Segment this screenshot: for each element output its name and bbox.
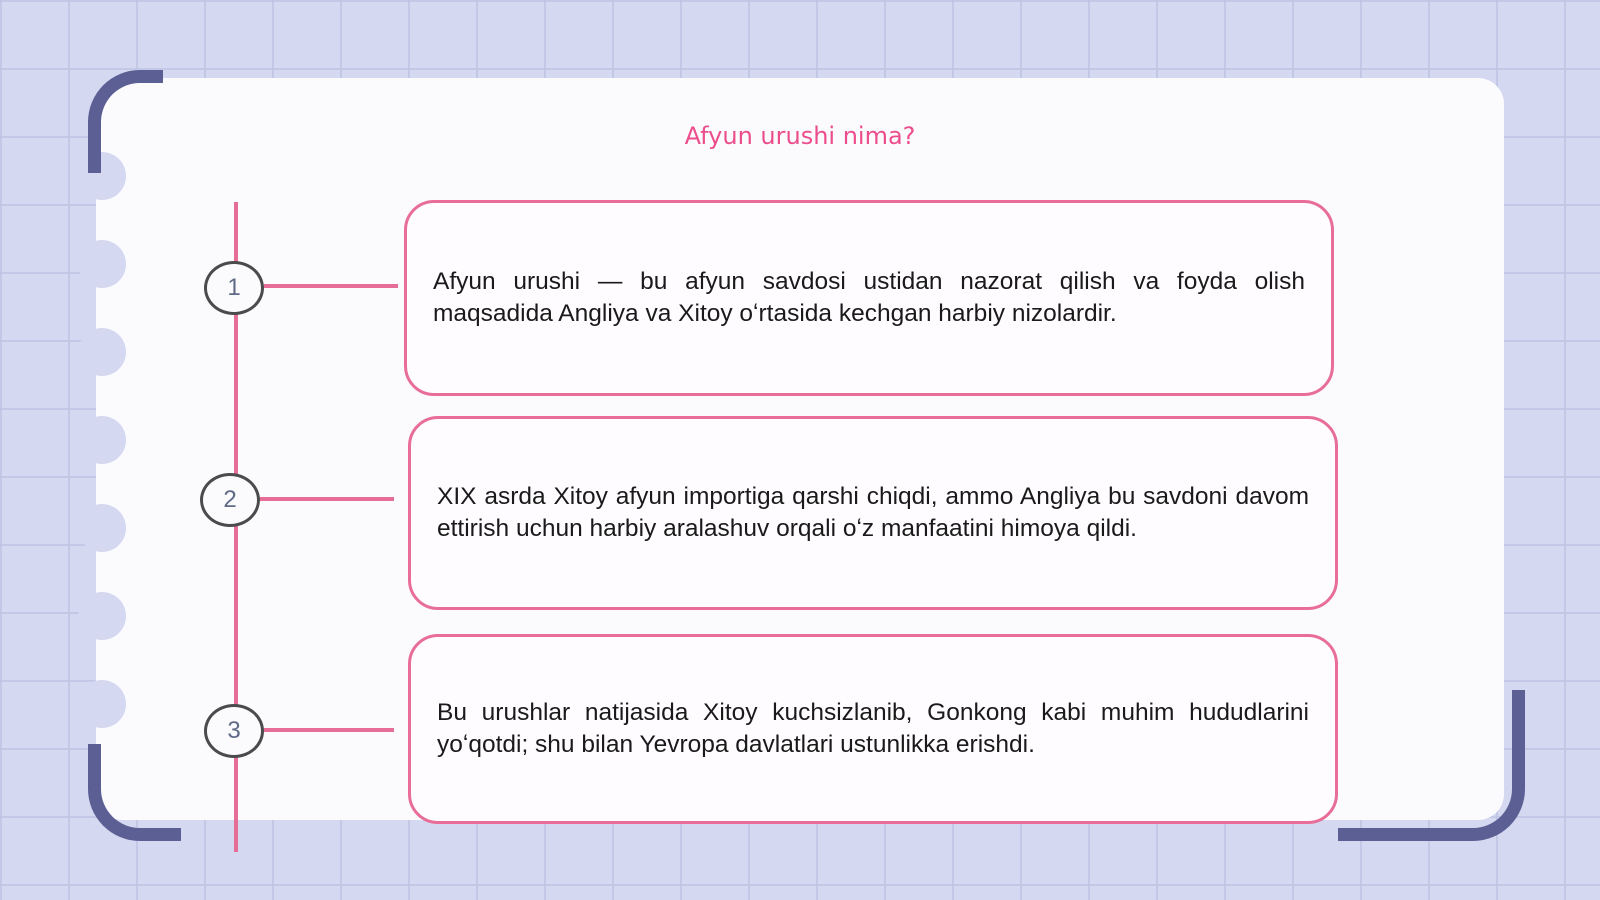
info-box-1 — [404, 200, 1334, 396]
card-notch — [78, 240, 126, 288]
info-box-text: XIX asrda Xitoy afyun importiga qarshi chiqdi, ammo Angliya bu savdoni davom ettirish uchun harbiy aralashuv orqali oʻz manfaatini himoya qildi. — [437, 483, 1309, 542]
slide-title: Afyun urushi nima? — [684, 122, 916, 150]
timeline-connector-3 — [264, 728, 394, 732]
corner-bracket-bottom-left — [88, 744, 181, 841]
step-number-1: 1 — [204, 261, 264, 315]
card-notch — [78, 328, 126, 376]
card-notch — [78, 504, 126, 552]
timeline-connector-1 — [264, 284, 398, 288]
card-notch — [78, 592, 126, 640]
card-notch — [78, 680, 126, 728]
corner-bracket-bottom-right — [1338, 690, 1525, 841]
info-box-text: Bu urushlar natijasida Xitoy kuchsizlanib, Gonkong kabi muhim hududlarini yoʻqotdi; shu bilan Yevropa davlatlari ustunlikka erishdi. — [437, 699, 1309, 758]
info-box-text: Afyun urushi — bu afyun savdosi ustidan nazorat qilish va foyda olish maqsadida Angliya va Xitoy oʻrtasida kechgan harbiy nizolardir. — [433, 268, 1305, 327]
card-notch — [78, 416, 126, 464]
info-box-2 — [408, 416, 1338, 610]
timeline-connector-2 — [260, 497, 394, 501]
step-number-2: 2 — [200, 473, 260, 527]
step-number-3: 3 — [204, 704, 264, 758]
info-box-3 — [408, 634, 1338, 824]
